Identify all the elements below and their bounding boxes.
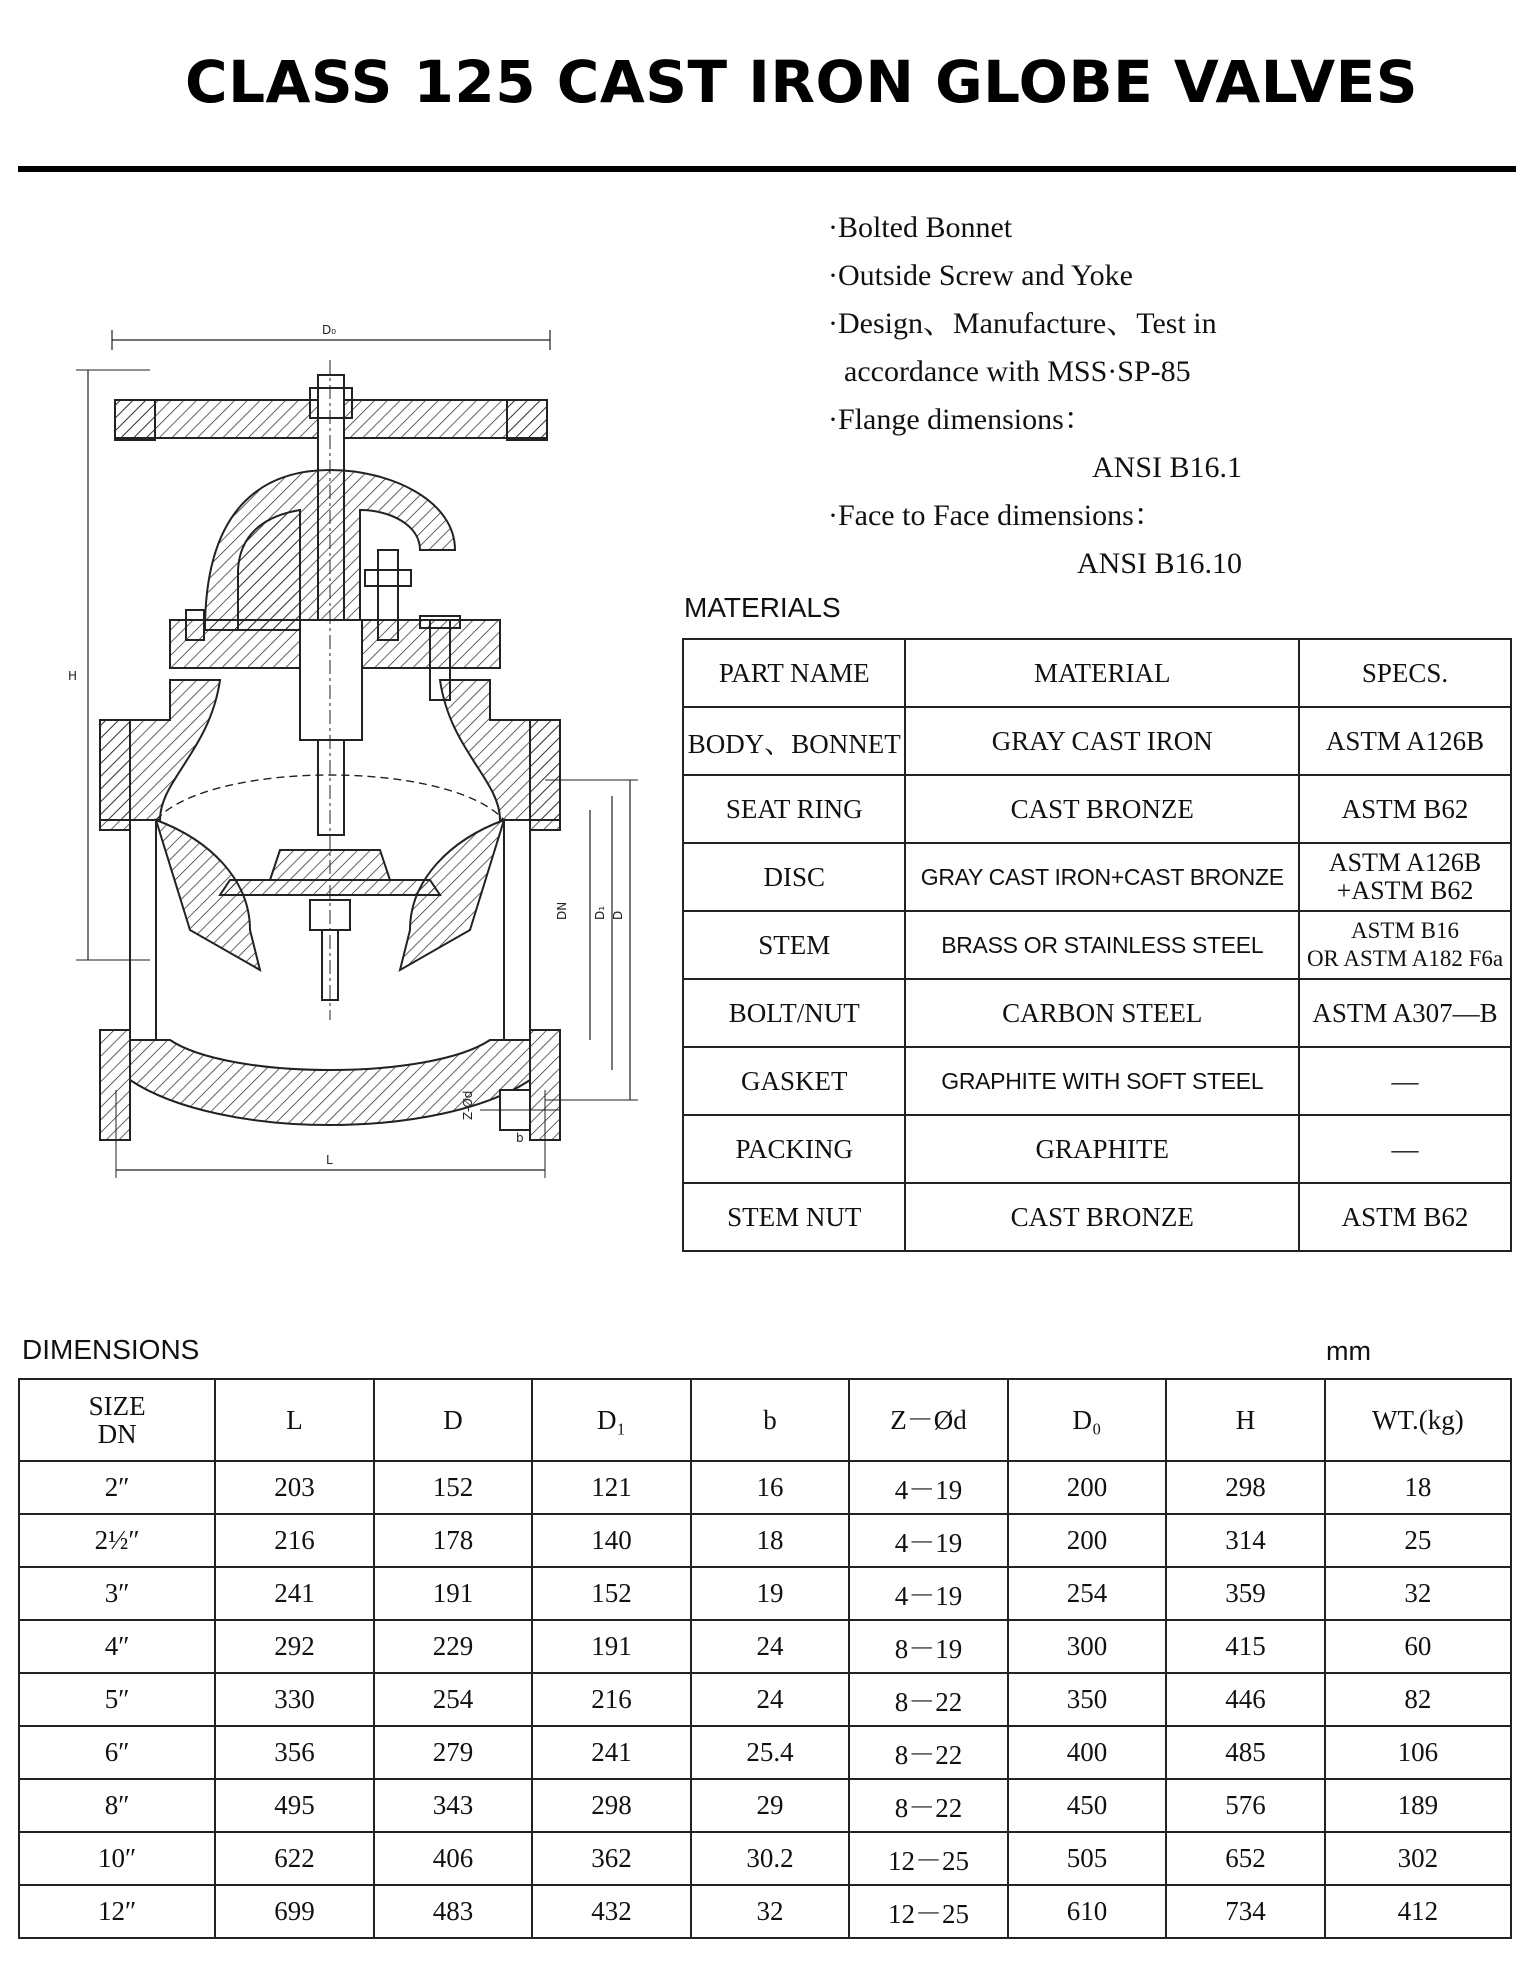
table-row	[683, 843, 1511, 911]
materials-heading: MATERIALS	[684, 592, 841, 623]
header-d0: D₀	[1008, 1379, 1167, 1461]
feature-os-and-y: ·Outside Screw and Yoke	[828, 259, 1133, 292]
cell-d1: 241	[532, 1726, 691, 1779]
cell-size-dn: 2″	[19, 1461, 215, 1514]
label-b: b	[516, 1131, 524, 1145]
label-dn: DN	[555, 901, 569, 920]
cell-d1: 432	[532, 1885, 691, 1938]
cell-d0: 450	[1008, 1779, 1167, 1832]
table-row	[19, 1514, 1511, 1567]
material: CAST BRONZE	[905, 1183, 1299, 1251]
cell-h: 298	[1166, 1461, 1325, 1514]
cell-b: 30.2	[691, 1832, 850, 1885]
table-row	[19, 1461, 1511, 1514]
cell-weight: 82	[1325, 1673, 1511, 1726]
header-h: H	[1166, 1379, 1325, 1461]
table-row	[683, 1183, 1511, 1251]
cell-z-d: 4－19	[849, 1567, 1007, 1620]
cell-b: 16	[691, 1461, 850, 1514]
header-b: b	[691, 1379, 850, 1461]
feature-face-to-face: ·Face to Face dimensions：	[828, 499, 1164, 532]
cell-d: 279	[374, 1726, 533, 1779]
table-row	[19, 1885, 1511, 1938]
feature-face-to-face-standard: ANSI B16.10	[1076, 547, 1242, 580]
cell-h: 446	[1166, 1673, 1325, 1726]
cell-weight: 18	[1325, 1461, 1511, 1514]
spec: —	[1299, 1047, 1511, 1115]
table-row	[683, 911, 1511, 979]
material: GRAY CAST IRON+CAST BRONZE	[905, 843, 1299, 911]
materials-table	[682, 638, 1512, 1252]
material: CAST BRONZE	[905, 775, 1299, 843]
materials-header-specs: SPECS.	[1299, 639, 1511, 707]
cell-l: 699	[215, 1885, 374, 1938]
table-row	[19, 1779, 1511, 1832]
part-name: SEAT RING	[683, 775, 905, 843]
label-zd: Z-Ød	[461, 1090, 475, 1120]
cell-d1: 191	[532, 1620, 691, 1673]
label-h: H	[68, 669, 78, 683]
table-row	[683, 1115, 1511, 1183]
spec-line-2: +ASTM B62	[1336, 876, 1474, 905]
cell-b: 24	[691, 1620, 850, 1673]
spec: ASTM A126B	[1299, 707, 1511, 775]
cell-l: 216	[215, 1514, 374, 1567]
table-row	[683, 979, 1511, 1047]
table-row	[683, 775, 1511, 843]
label-d0: D₀	[322, 323, 337, 337]
cell-b: 29	[691, 1779, 850, 1832]
cell-l: 622	[215, 1832, 374, 1885]
spec	[1299, 843, 1511, 911]
part-name: PACKING	[683, 1115, 905, 1183]
material: CARBON STEEL	[905, 979, 1299, 1047]
cell-d: 343	[374, 1779, 533, 1832]
table-row	[19, 1620, 1511, 1673]
cell-d0: 254	[1008, 1567, 1167, 1620]
cell-d1: 152	[532, 1567, 691, 1620]
spec: ASTM B62	[1299, 1183, 1511, 1251]
cell-h: 485	[1166, 1726, 1325, 1779]
feature-design-standard-cont: accordance with MSS·SP-85	[844, 355, 1191, 388]
cell-weight: 25	[1325, 1514, 1511, 1567]
cell-h: 576	[1166, 1779, 1325, 1832]
cell-d: 178	[374, 1514, 533, 1567]
cell-weight: 106	[1325, 1726, 1511, 1779]
header-d1: D₁	[532, 1379, 691, 1461]
cell-size-dn: 4″	[19, 1620, 215, 1673]
spec: ASTM A307—B	[1299, 979, 1511, 1047]
table-row	[683, 707, 1511, 775]
spec-line-2: OR ASTM A182 F6a	[1306, 946, 1504, 971]
header-d: D	[374, 1379, 533, 1461]
cell-size-dn: 10″	[19, 1832, 215, 1885]
spec	[1299, 911, 1511, 979]
table-row	[19, 1726, 1511, 1779]
header-size	[19, 1379, 215, 1461]
cell-b: 18	[691, 1514, 850, 1567]
feature-design-standard: ·Design、Manufacture、Test in	[828, 307, 1217, 340]
table-row	[19, 1673, 1511, 1726]
header-l: L	[215, 1379, 374, 1461]
cell-d: 152	[374, 1461, 533, 1514]
material: GRAPHITE	[905, 1115, 1299, 1183]
cell-weight: 60	[1325, 1620, 1511, 1673]
cell-size-dn: 3″	[19, 1567, 215, 1620]
spec: ASTM B62	[1299, 775, 1511, 843]
cell-z-d: 4－19	[849, 1514, 1007, 1567]
material: GRAY CAST IRON	[905, 707, 1299, 775]
material: GRAPHITE WITH SOFT STEEL	[905, 1047, 1299, 1115]
part-name: STEM NUT	[683, 1183, 905, 1251]
table-row	[683, 1047, 1511, 1115]
label-d1: D₁	[593, 905, 607, 920]
cell-l: 356	[215, 1726, 374, 1779]
dimensions-unit: mm	[1326, 1336, 1371, 1366]
cell-d0: 505	[1008, 1832, 1167, 1885]
features-list	[828, 204, 1328, 588]
cell-z-d: 12－25	[849, 1885, 1007, 1938]
cell-z-d: 12－25	[849, 1832, 1007, 1885]
cell-h: 734	[1166, 1885, 1325, 1938]
dimensions-table	[18, 1378, 1512, 1939]
part-name: BODY、BONNET	[683, 707, 905, 775]
cell-d0: 350	[1008, 1673, 1167, 1726]
label-l: L	[326, 1153, 333, 1167]
cell-l: 203	[215, 1461, 374, 1514]
cell-d: 406	[374, 1832, 533, 1885]
cell-d: 191	[374, 1567, 533, 1620]
cell-d1: 298	[532, 1779, 691, 1832]
part-name: STEM	[683, 911, 905, 979]
spec-line-1: ASTM B16	[1351, 918, 1460, 943]
cell-z-d: 8－22	[849, 1779, 1007, 1832]
cell-d0: 400	[1008, 1726, 1167, 1779]
cell-b: 19	[691, 1567, 850, 1620]
cell-weight: 189	[1325, 1779, 1511, 1832]
cell-z-d: 8－22	[849, 1726, 1007, 1779]
cell-d: 483	[374, 1885, 533, 1938]
cell-size-dn: 2½″	[19, 1514, 215, 1567]
cell-d0: 200	[1008, 1514, 1167, 1567]
cell-l: 495	[215, 1779, 374, 1832]
dimensions-header-row	[19, 1379, 1511, 1461]
cell-d0: 300	[1008, 1620, 1167, 1673]
cell-l: 292	[215, 1620, 374, 1673]
part-name: BOLT/NUT	[683, 979, 905, 1047]
part-name: DISC	[683, 843, 905, 911]
materials-header-row	[683, 639, 1511, 707]
header-weight: WT.(kg)	[1325, 1379, 1511, 1461]
cell-d1: 216	[532, 1673, 691, 1726]
cell-size-dn: 5″	[19, 1673, 215, 1726]
materials-header-material: MATERIAL	[905, 639, 1299, 707]
cell-z-d: 4－19	[849, 1461, 1007, 1514]
cell-l: 330	[215, 1673, 374, 1726]
cell-d1: 362	[532, 1832, 691, 1885]
valve-cross-section-drawing	[60, 320, 640, 1190]
feature-bolted-bonnet: ·Bolted Bonnet	[828, 211, 1013, 244]
cell-h: 359	[1166, 1567, 1325, 1620]
cell-h: 652	[1166, 1832, 1325, 1885]
part-name: GASKET	[683, 1047, 905, 1115]
cell-weight: 302	[1325, 1832, 1511, 1885]
page-title: CLASS 125 CAST IRON GLOBE VALVES	[185, 48, 1418, 116]
table-row	[19, 1567, 1511, 1620]
cell-d1: 140	[532, 1514, 691, 1567]
cell-size-dn: 12″	[19, 1885, 215, 1938]
header-zd: Z－Ød	[849, 1379, 1007, 1461]
material: BRASS OR STAINLESS STEEL	[905, 911, 1299, 979]
header-size-line2: DN	[97, 1419, 137, 1449]
cell-h: 415	[1166, 1620, 1325, 1673]
feature-flange-dimensions: ·Flange dimensions：	[828, 403, 1094, 436]
cell-h: 314	[1166, 1514, 1325, 1567]
cell-z-d: 8－22	[849, 1673, 1007, 1726]
spec: —	[1299, 1115, 1511, 1183]
cell-b: 24	[691, 1673, 850, 1726]
cell-b: 25.4	[691, 1726, 850, 1779]
cell-d: 254	[374, 1673, 533, 1726]
cell-d1: 121	[532, 1461, 691, 1514]
dimensions-heading: DIMENSIONS	[22, 1334, 200, 1365]
cell-d0: 610	[1008, 1885, 1167, 1938]
dimensions-body	[19, 1461, 1511, 1938]
cell-size-dn: 8″	[19, 1779, 215, 1832]
title-rule	[18, 166, 1516, 172]
materials-header-part: PART NAME	[683, 639, 905, 707]
cell-z-d: 8－19	[849, 1620, 1007, 1673]
cell-d0: 200	[1008, 1461, 1167, 1514]
table-row	[19, 1832, 1511, 1885]
feature-flange-standard: ANSI B16.1	[1091, 451, 1242, 484]
label-d: D	[611, 910, 625, 920]
spec-line-1: ASTM A126B	[1328, 848, 1482, 877]
cell-l: 241	[215, 1567, 374, 1620]
cell-size-dn: 6″	[19, 1726, 215, 1779]
cell-weight: 412	[1325, 1885, 1511, 1938]
cell-d: 229	[374, 1620, 533, 1673]
cell-b: 32	[691, 1885, 850, 1938]
cell-weight: 32	[1325, 1567, 1511, 1620]
header-size-line1: SIZE	[88, 1391, 146, 1421]
